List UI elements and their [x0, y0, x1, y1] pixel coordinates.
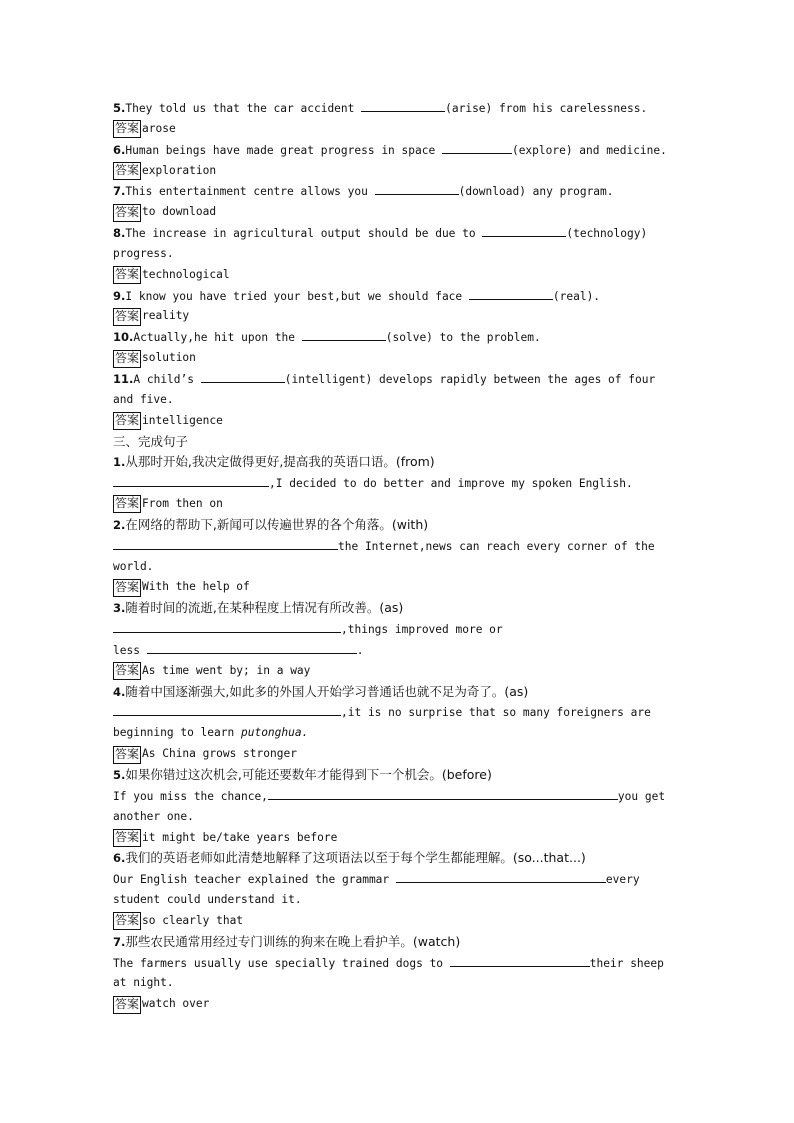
answer-blank — [302, 327, 386, 341]
answer-text: As time went by; in a way — [142, 663, 311, 677]
answer-label: 答案 — [113, 350, 141, 368]
answer-text: As China grows stronger — [142, 747, 297, 761]
answer-blank — [442, 140, 512, 154]
answer-blank — [396, 869, 606, 883]
answer-label: 答案 — [113, 204, 141, 222]
answer-label: 答案 — [113, 662, 141, 680]
fill-item-11: 11.A child’s (intelligent) develops rapidly between the ages of four and five. 答案 intelligence — [113, 369, 683, 432]
answer-label: 答案 — [113, 495, 141, 513]
answer-blank — [113, 619, 341, 633]
answer-label: 答案 — [113, 996, 141, 1014]
answer-text: technological — [142, 267, 230, 281]
worksheet-page — [113, 98, 683, 1015]
answer-label: 答案 — [113, 412, 141, 430]
answer-blank — [450, 953, 590, 967]
answer-blank — [113, 473, 269, 487]
fill-item-6: 6.Human beings have made great progress in space (explore) and medicine. 答案 exploration — [113, 140, 683, 182]
answer-blank — [375, 181, 459, 195]
answer-text: solution — [142, 351, 196, 365]
answer-blank — [113, 702, 341, 716]
fill-item-5: 5.They told us that the car accident (arise) from his carelessness. 答案 arose — [113, 98, 683, 140]
fill-item-9: 9.I know you have tried your best,but we should face (real). 答案 reality — [113, 286, 683, 328]
sentence-item-3: 3.随着时间的流逝,在某种程度上情况有所改善。(as) ,things improved more or less . 答案 As time went by; in a way — [113, 598, 683, 681]
answer-label: 答案 — [113, 912, 141, 930]
answer-label: 答案 — [113, 579, 141, 597]
answer-blank — [268, 786, 618, 800]
answer-blank — [147, 640, 357, 654]
answer-label: 答案 — [113, 746, 141, 764]
answer-text: exploration — [142, 163, 217, 177]
answer-label: 答案 — [113, 120, 141, 138]
answer-label: 答案 — [113, 162, 141, 180]
answer-text: reality — [142, 309, 190, 323]
answer-blank — [469, 286, 553, 300]
section-title: 三、完成句子 — [113, 433, 189, 449]
answer-label: 答案 — [113, 266, 141, 284]
answer-blank — [113, 536, 338, 550]
answer-text: it might be/take years before — [142, 830, 338, 844]
answer-label: 答案 — [113, 829, 141, 847]
answer-label: 答案 — [113, 308, 141, 326]
fill-item-7: 7.This entertainment centre allows you (download) any program. 答案 to download — [113, 181, 683, 223]
sentence-item-7: 7.那些农民通常用经过专门训练的狗来在晚上看护羊。(watch) The farmers usually use specially trained dogs to their sheep at night. 答案 watch over — [113, 932, 683, 1015]
answer-blank — [361, 98, 445, 112]
answer-text: With the help of — [142, 580, 250, 594]
answer-text: From then on — [142, 497, 223, 511]
answer-blank — [482, 223, 566, 237]
answer-text: intelligence — [142, 413, 223, 427]
sentence-item-4: 4.随着中国逐渐强大,如此多的外国人开始学习普通话也就不足为奇了。(as) ,it is no surprise that so many foreigners are beginning to learn putonghua. 答案 As China grows stronger — [113, 682, 683, 765]
answer-text: arose — [142, 121, 176, 135]
answer-text: so clearly that — [142, 913, 244, 927]
sentence-item-5: 5.如果你错过这次机会,可能还要数年才能得到下一个机会。(before) If you miss the chance, you get another one. 答案 it might be/take years before — [113, 765, 683, 848]
sentence-item-6: 6.我们的英语老师如此清楚地解释了这项语法以至于每个学生都能理解。(so...that...) Our English teacher explained the grammar every student could understand it. 答案 so clearly that — [113, 848, 683, 931]
answer-text: to download — [142, 205, 217, 219]
fill-item-8: 8.The increase in agricultural output should be due to (technology) progress. 答案 technological — [113, 223, 683, 286]
answer-blank — [201, 369, 285, 383]
answer-text: watch over — [142, 997, 210, 1011]
fill-item-10: 10.Actually,he hit upon the (solve) to the problem. 答案 solution — [113, 327, 683, 369]
sentence-item-1: 1.从那时开始,我决定做得更好,提高我的英语口语。(from) ,I decided to do better and improve my spoken English. 答案 From then on — [113, 452, 683, 515]
sentence-item-2: 2.在网络的帮助下,新闻可以传遍世界的各个角落。(with) the Internet,news can reach every corner of the world. 答案 With the help of — [113, 515, 683, 598]
